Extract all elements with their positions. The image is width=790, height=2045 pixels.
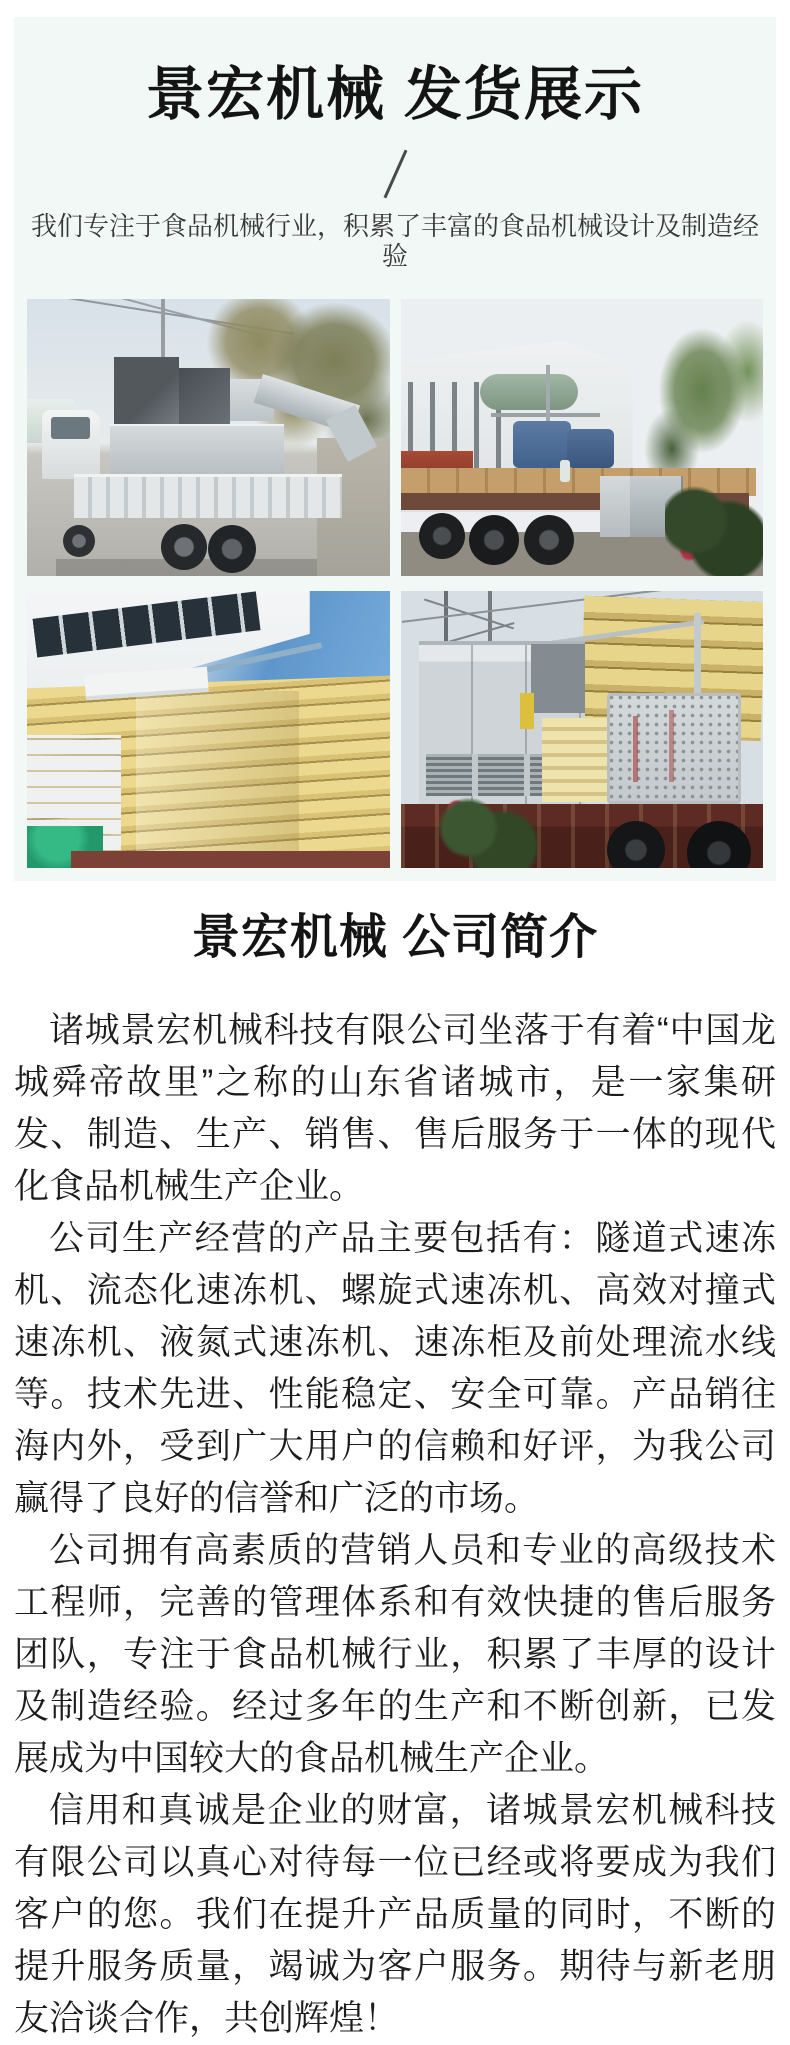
shipping-photo-trailer-condenser (401, 299, 764, 576)
shipping-photo-grid (27, 299, 763, 868)
title-divider (27, 141, 763, 207)
panel-stack-face (136, 691, 299, 868)
rose-bush (665, 476, 763, 576)
shipping-photo-cooling-tower (401, 591, 764, 868)
unit-opening (531, 644, 585, 713)
hero-section (14, 17, 776, 881)
red-detail (669, 710, 674, 782)
pipe (546, 365, 550, 420)
shipping-photo-panel-stack (27, 591, 390, 868)
green-tank (480, 374, 578, 410)
warning-sticker (520, 693, 534, 729)
company-intro-section (0, 881, 790, 2045)
intro-paragraph: 公司拥有高素质的营销人员和专业的高级技术工程师，完善的管理体系和有效快捷的售后服务团队，专注于食品机械行业，积累了丰厚的设计及制造经验。经过多年的生产和不断创新，已发展成为中国较大的食品机械生产企业。 (14, 1531, 776, 1778)
intro-paragraphs (14, 1005, 776, 2045)
red-detail (633, 716, 638, 782)
wheel (419, 513, 465, 559)
truck-bed (74, 474, 342, 519)
perforated-panel (607, 693, 741, 804)
truck-bed (71, 851, 390, 868)
water-bottle (560, 460, 570, 482)
pipe (694, 613, 701, 702)
intro-paragraph: 诸城景宏机械科技有限公司坐落于有着“中国龙城舜帝故里”之称的山东省诸城市，是一家集研发、制造、生产、销售、售后服务于一体的现代化食品机械生产企业。 (14, 1011, 776, 1206)
wheel (524, 515, 574, 565)
hero-subtitle: 我们专注于食品机械行业，积累了丰富的食品机械设计及制造经验 (30, 211, 759, 271)
stainless-machine (110, 424, 284, 476)
rose-bush (422, 779, 538, 868)
slash-icon (383, 150, 407, 199)
panel-stack-small (542, 718, 611, 801)
shipping-photo-truck-machinery (27, 299, 390, 576)
compressor (567, 429, 614, 468)
page-title: 景宏机械 发货展示 (145, 62, 645, 127)
intro-paragraph: 公司生产经营的产品主要包括有：隧道式速冻机、流态化速冻机、螺旋式速冻机、高效对撞式速冻机、液氮式速冻机、速冻柜及前处理流水线等。技术先进、性能稳定、安全可靠。产品销往海内外，受到广大用户的信赖和好评，为我公司赢得了良好的信誉和广泛的市场。 (14, 1219, 776, 1518)
intro-title: 景宏机械 公司简介 (191, 911, 599, 964)
wheel (63, 525, 95, 557)
truck-window (51, 417, 91, 439)
intro-paragraph: 信用和真诚是企业的财富，诸城景宏机械科技有限公司以真心对待每一位已经或将要成为我们客户的您。我们在提升产品质量的同时，不断的提升服务质量，竭诚为客户服务。期待与新老朋友洽谈合作，共创辉煌！ (14, 1791, 776, 2038)
wheel (469, 515, 519, 565)
